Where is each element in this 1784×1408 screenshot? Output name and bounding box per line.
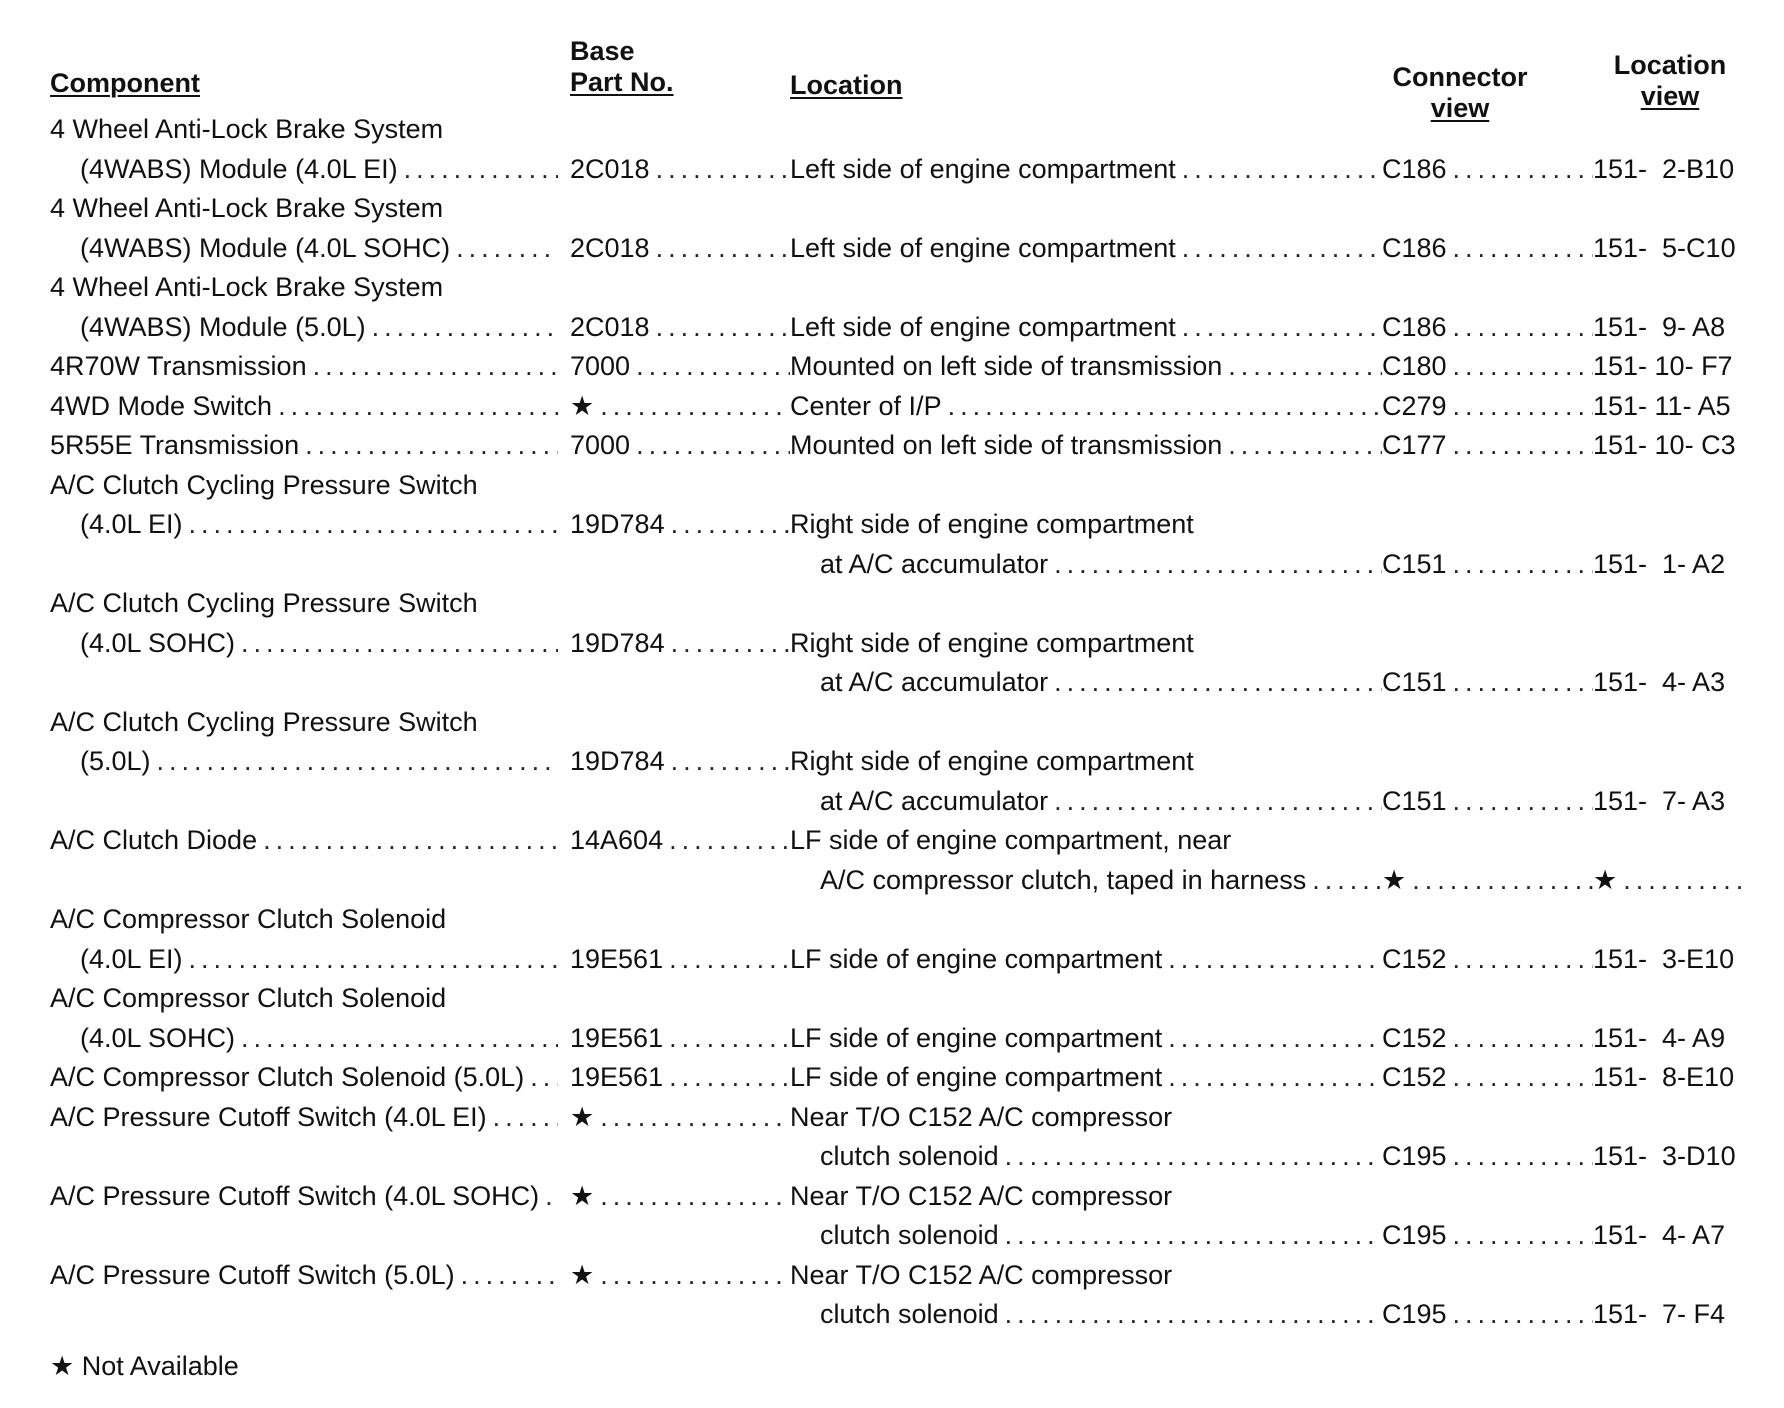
component-cell bbox=[50, 702, 558, 742]
location-view-cell bbox=[1593, 1215, 1745, 1255]
table-row bbox=[0, 1215, 1784, 1255]
table-row bbox=[0, 346, 1784, 386]
location-text: Mounted on left side of transmission bbox=[790, 351, 1223, 381]
part-number-cell bbox=[570, 1057, 790, 1097]
component-cell bbox=[50, 820, 558, 860]
part-number-cell bbox=[570, 504, 790, 544]
location-text: LF side of engine compartment bbox=[790, 1062, 1163, 1092]
dot-leader bbox=[1453, 386, 1593, 426]
dot-leader bbox=[1168, 1018, 1382, 1058]
part-number-cell bbox=[570, 149, 790, 189]
location-text: LF side of engine compartment, near bbox=[790, 825, 1232, 855]
component-cell bbox=[50, 1255, 558, 1295]
location-view: 151- 4- A7 bbox=[1593, 1220, 1726, 1250]
component-name: 5R55E Transmission bbox=[50, 430, 300, 460]
component-cell bbox=[50, 1057, 558, 1097]
location-cell bbox=[790, 149, 1382, 189]
location-cell bbox=[820, 1294, 1382, 1334]
location-text: at A/C accumulator bbox=[820, 667, 1049, 697]
table-row bbox=[0, 386, 1784, 426]
dot-leader bbox=[1005, 1215, 1382, 1255]
location-view-cell bbox=[1593, 1136, 1745, 1176]
header-locview-bottom: view bbox=[1640, 81, 1700, 111]
location-cell bbox=[790, 741, 1382, 781]
dot-leader bbox=[493, 1097, 558, 1137]
dot-leader bbox=[669, 820, 790, 860]
location-cell bbox=[790, 228, 1382, 268]
dot-leader bbox=[1453, 781, 1593, 821]
table-row bbox=[0, 1294, 1784, 1334]
component-name: A/C Compressor Clutch Solenoid bbox=[50, 904, 447, 934]
table-row bbox=[0, 1097, 1784, 1137]
dot-leader bbox=[600, 386, 790, 426]
part-number: 19D784 bbox=[570, 509, 665, 539]
table-row bbox=[0, 307, 1784, 347]
dot-leader bbox=[313, 346, 558, 386]
part-number-cell bbox=[570, 307, 790, 347]
dot-leader bbox=[263, 820, 558, 860]
component-name: A/C Pressure Cutoff Switch (4.0L SOHC) bbox=[50, 1180, 540, 1211]
dot-leader bbox=[1453, 1136, 1593, 1176]
location-view-cell bbox=[1593, 860, 1745, 900]
connector-view-cell bbox=[1382, 228, 1593, 268]
part-number: 19E561 bbox=[570, 943, 664, 974]
location-cell bbox=[790, 1176, 1382, 1216]
location-text: clutch solenoid bbox=[820, 1220, 999, 1250]
connector-view: C186 bbox=[1382, 153, 1447, 184]
location-text: Right side of engine compartment bbox=[790, 746, 1194, 776]
dot-leader bbox=[1312, 860, 1382, 900]
table-row bbox=[0, 662, 1784, 702]
header-connector-bottom: view bbox=[1430, 93, 1490, 123]
location-text: at A/C accumulator bbox=[820, 785, 1049, 816]
location-cell bbox=[820, 662, 1382, 702]
table-row bbox=[0, 267, 1784, 307]
table-row bbox=[0, 702, 1784, 742]
component-name: A/C Clutch Cycling Pressure Switch bbox=[50, 588, 478, 618]
connector-view-cell bbox=[1382, 1018, 1593, 1058]
component-cell bbox=[50, 1176, 558, 1216]
connector-view: C151 bbox=[1382, 667, 1447, 697]
connector-view-cell bbox=[1382, 860, 1593, 900]
dot-leader bbox=[456, 228, 558, 268]
location-cell bbox=[790, 425, 1382, 465]
part-number-cell bbox=[570, 1255, 790, 1295]
dot-leader bbox=[656, 307, 790, 347]
location-text: Near T/O C152 A/C compressor bbox=[790, 1259, 1173, 1290]
component-cell bbox=[50, 1097, 558, 1137]
location-text: Right side of engine compartment bbox=[790, 509, 1194, 539]
component-name: (4.0L EI) bbox=[80, 509, 183, 539]
dot-leader bbox=[1182, 149, 1382, 189]
dot-leader bbox=[1054, 544, 1382, 584]
dot-leader bbox=[1453, 1018, 1593, 1058]
location-view-cell bbox=[1593, 662, 1745, 702]
dot-leader bbox=[1453, 939, 1593, 979]
component-cell bbox=[50, 465, 558, 505]
component-name: (4WABS) Module (5.0L) bbox=[80, 311, 366, 342]
location-view: 151- 2-B10 bbox=[1593, 153, 1735, 184]
component-cell bbox=[50, 188, 558, 228]
location-view-cell bbox=[1593, 425, 1745, 465]
dot-leader bbox=[669, 939, 790, 979]
dot-leader bbox=[1005, 1136, 1382, 1176]
component-name: 4 Wheel Anti-Lock Brake System bbox=[50, 272, 444, 302]
location-cell bbox=[790, 386, 1382, 426]
location-cell bbox=[790, 1097, 1382, 1137]
connector-view-cell bbox=[1382, 1057, 1593, 1097]
dot-leader bbox=[669, 1057, 790, 1097]
location-view-cell bbox=[1593, 544, 1745, 584]
location-cell bbox=[790, 346, 1382, 386]
component-name: A/C Clutch Diode bbox=[50, 825, 258, 855]
table-row bbox=[0, 978, 1784, 1018]
location-text: Left side of engine compartment bbox=[790, 311, 1176, 342]
connector-view: C186 bbox=[1382, 232, 1447, 263]
location-view: 151- 10- C3 bbox=[1593, 430, 1736, 460]
part-number: 19D784 bbox=[570, 746, 665, 776]
dot-leader bbox=[656, 149, 790, 189]
part-number: 2C018 bbox=[570, 232, 650, 263]
location-cell bbox=[790, 939, 1382, 979]
component-name: (4WABS) Module (4.0L EI) bbox=[80, 153, 398, 184]
location-view: 151- 10- F7 bbox=[1593, 351, 1733, 381]
dot-leader bbox=[600, 1176, 790, 1216]
part-number-cell bbox=[570, 346, 790, 386]
dot-leader bbox=[600, 1097, 790, 1137]
location-text: clutch solenoid bbox=[820, 1141, 999, 1171]
dot-leader bbox=[189, 939, 558, 979]
dot-leader bbox=[404, 149, 558, 189]
dot-leader bbox=[278, 386, 558, 426]
location-cell bbox=[790, 307, 1382, 347]
component-name: A/C Compressor Clutch Solenoid bbox=[50, 983, 447, 1013]
table-row bbox=[0, 741, 1784, 781]
location-view: ★ bbox=[1593, 864, 1618, 895]
location-view-cell bbox=[1593, 346, 1745, 386]
connector-view-cell bbox=[1382, 1136, 1593, 1176]
location-view: 151- 3-D10 bbox=[1593, 1141, 1736, 1171]
dot-leader bbox=[636, 425, 790, 465]
dot-leader bbox=[1182, 307, 1382, 347]
dot-leader bbox=[1228, 346, 1382, 386]
location-text: Left side of engine compartment bbox=[790, 153, 1176, 184]
component-cell bbox=[50, 386, 558, 426]
dot-leader bbox=[372, 307, 558, 347]
table-row bbox=[0, 781, 1784, 821]
part-number-cell bbox=[570, 425, 790, 465]
part-number-cell bbox=[570, 1018, 790, 1058]
connector-view-cell bbox=[1382, 425, 1593, 465]
part-number: 19E561 bbox=[570, 1022, 664, 1053]
location-view: 151- 9- A8 bbox=[1593, 311, 1726, 342]
connector-view-cell bbox=[1382, 939, 1593, 979]
connector-view: C279 bbox=[1382, 390, 1447, 421]
part-number-cell bbox=[570, 939, 790, 979]
location-text: Right side of engine compartment bbox=[790, 627, 1194, 658]
table-row bbox=[0, 820, 1784, 860]
dot-leader bbox=[669, 1018, 790, 1058]
table-row bbox=[0, 109, 1784, 149]
dot-leader bbox=[671, 741, 790, 781]
component-name: 4 Wheel Anti-Lock Brake System bbox=[50, 193, 444, 223]
part-number: ★ bbox=[570, 1180, 595, 1211]
component-name: 4 Wheel Anti-Lock Brake System bbox=[50, 114, 444, 144]
dot-leader bbox=[1453, 228, 1593, 268]
location-view: 151- 8-E10 bbox=[1593, 1062, 1735, 1092]
location-text: Near T/O C152 A/C compressor bbox=[790, 1101, 1173, 1132]
location-text: Center of I/P bbox=[790, 390, 942, 421]
connector-view-cell bbox=[1382, 544, 1593, 584]
connector-view-cell bbox=[1382, 781, 1593, 821]
dot-leader bbox=[1453, 307, 1593, 347]
component-name: (4.0L EI) bbox=[80, 943, 183, 974]
location-cell bbox=[820, 544, 1382, 584]
location-text: LF side of engine compartment bbox=[790, 1022, 1163, 1053]
part-number: 19E561 bbox=[570, 1062, 664, 1092]
table-row bbox=[0, 425, 1784, 465]
location-text: clutch solenoid bbox=[820, 1299, 999, 1329]
dot-leader bbox=[545, 1176, 558, 1216]
dot-leader bbox=[1182, 228, 1382, 268]
table-row bbox=[0, 188, 1784, 228]
dot-leader bbox=[1168, 939, 1382, 979]
dot-leader bbox=[671, 623, 790, 663]
table-row bbox=[0, 939, 1784, 979]
table-row bbox=[0, 1057, 1784, 1097]
table-row bbox=[0, 228, 1784, 268]
component-name: A/C Clutch Cycling Pressure Switch bbox=[50, 706, 478, 737]
dot-leader bbox=[1005, 1294, 1382, 1334]
part-number-cell bbox=[570, 741, 790, 781]
component-name: A/C Pressure Cutoff Switch (5.0L) bbox=[50, 1259, 455, 1290]
location-cell bbox=[820, 781, 1382, 821]
component-cell bbox=[80, 504, 558, 544]
connector-view: C177 bbox=[1382, 430, 1447, 460]
part-number-cell bbox=[570, 1176, 790, 1216]
component-name: 4WD Mode Switch bbox=[50, 390, 273, 421]
location-view-cell bbox=[1593, 1294, 1745, 1334]
location-view-cell bbox=[1593, 939, 1745, 979]
dot-leader bbox=[1453, 1294, 1593, 1334]
location-text: at A/C accumulator bbox=[820, 548, 1049, 579]
location-cell bbox=[820, 1215, 1382, 1255]
component-cell bbox=[80, 623, 558, 663]
location-cell bbox=[790, 623, 1382, 663]
header-component-label: Component bbox=[50, 68, 200, 98]
location-view-cell bbox=[1593, 228, 1745, 268]
part-number: 2C018 bbox=[570, 153, 650, 184]
component-cell bbox=[80, 741, 558, 781]
component-name: A/C Compressor Clutch Solenoid (5.0L) bbox=[50, 1062, 525, 1092]
component-cell bbox=[50, 346, 558, 386]
dot-leader bbox=[1453, 1215, 1593, 1255]
location-cell bbox=[820, 860, 1382, 900]
connector-view-cell bbox=[1382, 662, 1593, 702]
dot-leader bbox=[1453, 149, 1593, 189]
table-row bbox=[0, 899, 1784, 939]
part-number: ★ bbox=[570, 1259, 595, 1290]
component-cell bbox=[50, 425, 558, 465]
table-row bbox=[0, 1018, 1784, 1058]
location-cell bbox=[790, 504, 1382, 544]
part-number-cell bbox=[570, 623, 790, 663]
location-cell bbox=[790, 1018, 1382, 1058]
component-name: 4R70W Transmission bbox=[50, 351, 307, 381]
dot-leader bbox=[241, 623, 558, 663]
dot-leader bbox=[1168, 1057, 1382, 1097]
connector-view-cell bbox=[1382, 307, 1593, 347]
footnote-not-available: ★ Not Available bbox=[50, 1351, 239, 1381]
dot-leader bbox=[530, 1057, 558, 1097]
connector-view-cell bbox=[1382, 346, 1593, 386]
table-row bbox=[0, 504, 1784, 544]
component-cell bbox=[80, 307, 558, 347]
dot-leader bbox=[671, 504, 790, 544]
location-view: 151- 4- A3 bbox=[1593, 667, 1726, 697]
connector-view: C195 bbox=[1382, 1299, 1447, 1329]
component-cell bbox=[80, 1018, 558, 1058]
dot-leader bbox=[189, 504, 558, 544]
table-row bbox=[0, 149, 1784, 189]
connector-view: C180 bbox=[1382, 351, 1447, 381]
dot-leader bbox=[241, 1018, 558, 1058]
part-number: 7000 bbox=[570, 430, 631, 460]
location-text: Left side of engine compartment bbox=[790, 232, 1176, 263]
dot-leader bbox=[948, 386, 1382, 426]
part-number: ★ bbox=[570, 390, 595, 421]
table-row bbox=[0, 860, 1784, 900]
location-view: 151- 7- A3 bbox=[1593, 785, 1726, 816]
header-location-label: Location bbox=[790, 70, 903, 100]
location-cell bbox=[790, 1057, 1382, 1097]
connector-view: ★ bbox=[1382, 864, 1407, 895]
location-view: 151- 1- A2 bbox=[1593, 548, 1726, 579]
part-number: 2C018 bbox=[570, 311, 650, 342]
connector-view-cell bbox=[1382, 386, 1593, 426]
connector-view: C195 bbox=[1382, 1141, 1447, 1171]
dot-leader bbox=[1453, 544, 1593, 584]
location-view: 151- 11- A5 bbox=[1593, 390, 1731, 421]
table-row bbox=[0, 1176, 1784, 1216]
location-text: A/C compressor clutch, taped in harness bbox=[820, 864, 1307, 895]
location-text: Near T/O C152 A/C compressor bbox=[790, 1180, 1173, 1211]
dot-leader bbox=[157, 741, 558, 781]
connector-view: C152 bbox=[1382, 1022, 1447, 1053]
part-number: 14A604 bbox=[570, 825, 664, 855]
part-number: 7000 bbox=[570, 351, 631, 381]
dot-leader bbox=[1228, 425, 1382, 465]
table-row bbox=[0, 465, 1784, 505]
component-cell bbox=[50, 978, 558, 1018]
dot-leader bbox=[1453, 346, 1593, 386]
component-cell bbox=[50, 583, 558, 623]
connector-view: C186 bbox=[1382, 311, 1447, 342]
location-view: 151- 7- F4 bbox=[1593, 1299, 1726, 1329]
component-cell bbox=[50, 899, 558, 939]
connector-view: C151 bbox=[1382, 785, 1447, 816]
table-row bbox=[0, 1136, 1784, 1176]
dot-leader bbox=[636, 346, 790, 386]
part-number-cell bbox=[570, 228, 790, 268]
connector-view: C195 bbox=[1382, 1220, 1447, 1250]
component-cell bbox=[80, 228, 558, 268]
location-view: 151- 5-C10 bbox=[1593, 232, 1736, 263]
header-connector-top: Connector bbox=[1392, 62, 1528, 92]
connector-view-cell bbox=[1382, 149, 1593, 189]
location-view: 151- 3-E10 bbox=[1593, 943, 1735, 974]
table-row bbox=[0, 623, 1784, 663]
table-row bbox=[0, 1255, 1784, 1295]
table-row bbox=[0, 583, 1784, 623]
component-name: (5.0L) bbox=[80, 746, 151, 776]
location-view-cell bbox=[1593, 1018, 1745, 1058]
dot-leader bbox=[1412, 860, 1593, 900]
dot-leader bbox=[461, 1255, 558, 1295]
header-base-bottom: Part No. bbox=[570, 67, 674, 97]
dot-leader bbox=[1453, 1057, 1593, 1097]
connector-view: C152 bbox=[1382, 943, 1447, 974]
dot-leader bbox=[305, 425, 558, 465]
component-name: (4WABS) Module (4.0L SOHC) bbox=[80, 232, 451, 263]
component-cell bbox=[80, 149, 558, 189]
component-name: (4.0L SOHC) bbox=[80, 627, 236, 658]
component-cell bbox=[80, 939, 558, 979]
connector-view-cell bbox=[1382, 1215, 1593, 1255]
connector-view-cell bbox=[1382, 1294, 1593, 1334]
component-name: (4.0L SOHC) bbox=[80, 1022, 236, 1053]
dot-leader bbox=[600, 1255, 790, 1295]
location-text: Mounted on left side of transmission bbox=[790, 430, 1223, 460]
location-view-cell bbox=[1593, 307, 1745, 347]
location-cell bbox=[790, 1255, 1382, 1295]
part-number: ★ bbox=[570, 1101, 595, 1132]
location-view-cell bbox=[1593, 386, 1745, 426]
header-locview-top: Location bbox=[1613, 50, 1727, 80]
dot-leader bbox=[1054, 781, 1382, 821]
dot-leader bbox=[1054, 662, 1382, 702]
location-cell bbox=[820, 1136, 1382, 1176]
dot-leader bbox=[656, 228, 790, 268]
component-cell bbox=[50, 109, 558, 149]
location-cell bbox=[790, 820, 1382, 860]
location-view-cell bbox=[1593, 781, 1745, 821]
location-view-cell bbox=[1593, 149, 1745, 189]
component-name: A/C Clutch Cycling Pressure Switch bbox=[50, 469, 478, 500]
component-name: A/C Pressure Cutoff Switch (4.0L EI) bbox=[50, 1101, 487, 1132]
part-number-cell bbox=[570, 386, 790, 426]
dot-leader bbox=[1453, 425, 1593, 465]
dot-leader bbox=[1453, 662, 1593, 702]
location-view: 151- 4- A9 bbox=[1593, 1022, 1726, 1053]
table-row bbox=[0, 544, 1784, 584]
connector-view: C152 bbox=[1382, 1062, 1447, 1092]
part-number-cell bbox=[570, 1097, 790, 1137]
location-text: LF side of engine compartment bbox=[790, 943, 1163, 974]
connector-view: C151 bbox=[1382, 548, 1447, 579]
component-cell bbox=[50, 267, 558, 307]
part-number-cell bbox=[570, 820, 790, 860]
header-base-top: Base bbox=[570, 36, 635, 66]
dot-leader bbox=[1623, 860, 1745, 900]
location-view-cell bbox=[1593, 1057, 1745, 1097]
part-number: 19D784 bbox=[570, 627, 665, 658]
